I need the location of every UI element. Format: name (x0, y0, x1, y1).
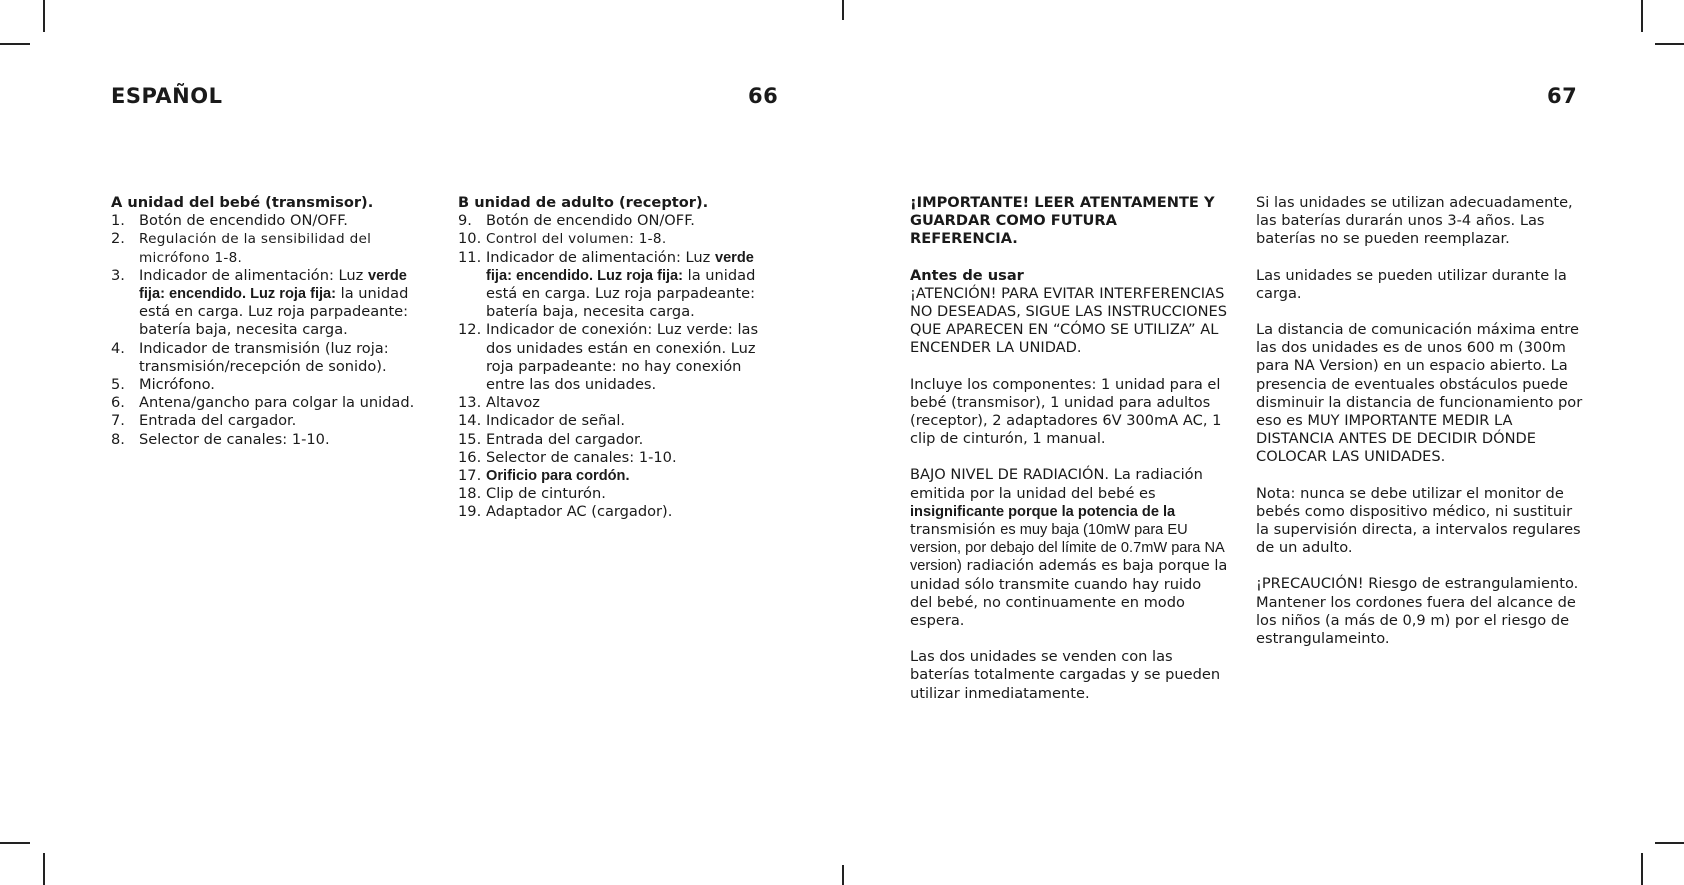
baby-unit-parts-list (111, 212, 431, 449)
adult-unit-parts-list (458, 212, 783, 521)
list-item: 17. Orificio para cordón. (458, 467, 630, 485)
list-item: 10. Control del volumen: 1-8. (458, 230, 667, 248)
crop-mark (0, 43, 30, 45)
section-title: ESPAÑOL (111, 84, 223, 108)
crop-mark (0, 842, 30, 844)
crop-mark (1655, 43, 1684, 45)
radiation-paragraph: BAJO NIVEL DE RADIACIÓN. La radiación emitida por la unidad del bebé es insignificante porque la potencia de la transmisión es muy baja (10mW para EU version, por debajo del límite de 0.7mW para NA version) radiación además es baja porque la unidad sólo transmite cuando hay ruido del bebé, no continuamente en modo espera. (910, 466, 1228, 630)
charging-paragraph: Las unidades se pueden utilizar durante la carga. (1256, 266, 1567, 302)
list-item: 7. Entrada del cargador. (111, 412, 297, 430)
before-use-heading: Antes de usar (910, 266, 1024, 284)
important-notice: ¡IMPORTANTE! LEER ATENTAMENTE Y GUARDAR COMO FUTURA REFERENCIA. (910, 194, 1215, 248)
list-item: 5. Micrófono. (111, 376, 215, 394)
column-safety-info (910, 194, 1228, 703)
list-item: 8. Selector de canales: 1-10. (111, 430, 330, 448)
crop-mark (1655, 842, 1684, 844)
column-adult-unit (458, 194, 783, 522)
list-item: 1. Botón de encendido ON/OFF. (111, 212, 348, 230)
crop-mark (842, 865, 844, 885)
components-paragraph: Incluye los componentes: 1 unidad para el bebé (transmisor), 1 unidad para adultos (receptor), 2 adaptadores 6V 300mA AC, 1 clip de cinturón, 1 manual. (910, 375, 1222, 448)
column-usage-info (1256, 194, 1586, 648)
caution-paragraph: ¡PRECAUCIÓN! Riesgo de estrangulamiento. Mantener los cordones fuera del alcance de los niños (a más de 0,9 m) por el riesgo de estrangulameinto. (1256, 575, 1579, 648)
crop-mark (842, 0, 844, 20)
list-item: 4. Indicador de transmisión (luz roja: transmisión/recepción de sonido). (111, 339, 389, 375)
page-number-right: 67 (1547, 84, 1578, 108)
list-item: 6. Antena/gancho para colgar la unidad. (111, 394, 415, 412)
page-number-left: 66 (748, 84, 779, 108)
list-item: 3. Indicador de alimentación: Luz verde fija: encendido. Luz roja fija: la unidad está en carga. Luz roja parpadeante: batería baja, necesita carga. (111, 266, 409, 339)
list-item: 16. Selector de canales: 1-10. (458, 448, 677, 466)
crop-mark (43, 853, 45, 885)
list-item: 9. Botón de encendido ON/OFF. (458, 212, 695, 230)
baby-unit-heading: A unidad del bebé (transmisor). (111, 194, 374, 211)
list-item: 12. Indicador de conexión: Luz verde: las dos unidades están en conexión. Luz roja parpadeante: no hay conexión entre las dos unidades. (458, 321, 759, 394)
distance-paragraph: La distancia de comunicación máxima entre las dos unidades es de unos 600 m (300m para NA Version) en un espacio abierto. La presencia de eventuales obstáculos puede disminuir la distancia de funcionamiento por eso es MUY IMPORTANTE MEDIR LA DISTANCIA ANTES DE DECIDIR DÓNDE COLOCAR LAS UNIDADES. (1256, 321, 1583, 466)
list-item: 2. Regulación de la sensibilidad del micrófono 1-8. (111, 230, 372, 266)
list-item: 18. Clip de cinturón. (458, 485, 606, 503)
column-baby-unit (111, 194, 431, 449)
crop-mark (1641, 853, 1643, 885)
list-item: 11. Indicador de alimentación: Luz verde fija: encendido. Luz roja fija: la unidad está en carga. Luz roja parpadeante: batería baja, necesita carga. (458, 248, 756, 321)
list-item: 15. Entrada del cargador. (458, 430, 644, 448)
list-item: 13. Altavoz (458, 394, 540, 412)
attention-paragraph: ¡ATENCIÓN! PARA EVITAR INTERFERENCIAS NO DESEADAS, SIGUE LAS INSTRUCCIONES QUE APARECEN EN “CÓMO SE UTILIZA” AL ENCENDER LA UNIDAD. (910, 284, 1228, 357)
adult-unit-heading: B unidad de adulto (receptor). (458, 194, 709, 211)
crop-mark (1641, 0, 1643, 32)
list-item: 14. Indicador de señal. (458, 412, 626, 430)
list-item: 19. Adaptador AC (cargador). (458, 503, 673, 521)
battery-life-paragraph: Si las unidades se utilizan adecuadamente, las baterías durarán unos 3-4 años. Las baterías no se pueden reemplazar. (1256, 194, 1573, 248)
batteries-paragraph: Las dos unidades se venden con las baterías totalmente cargadas y se pueden utilizar inmediatamente. (910, 648, 1221, 702)
note-paragraph: Nota: nunca se debe utilizar el monitor de bebés como dispositivo médico, ni sustituir la supervisión directa, a intervalos regulares de un adulto. (1256, 484, 1581, 557)
crop-mark (43, 0, 45, 32)
